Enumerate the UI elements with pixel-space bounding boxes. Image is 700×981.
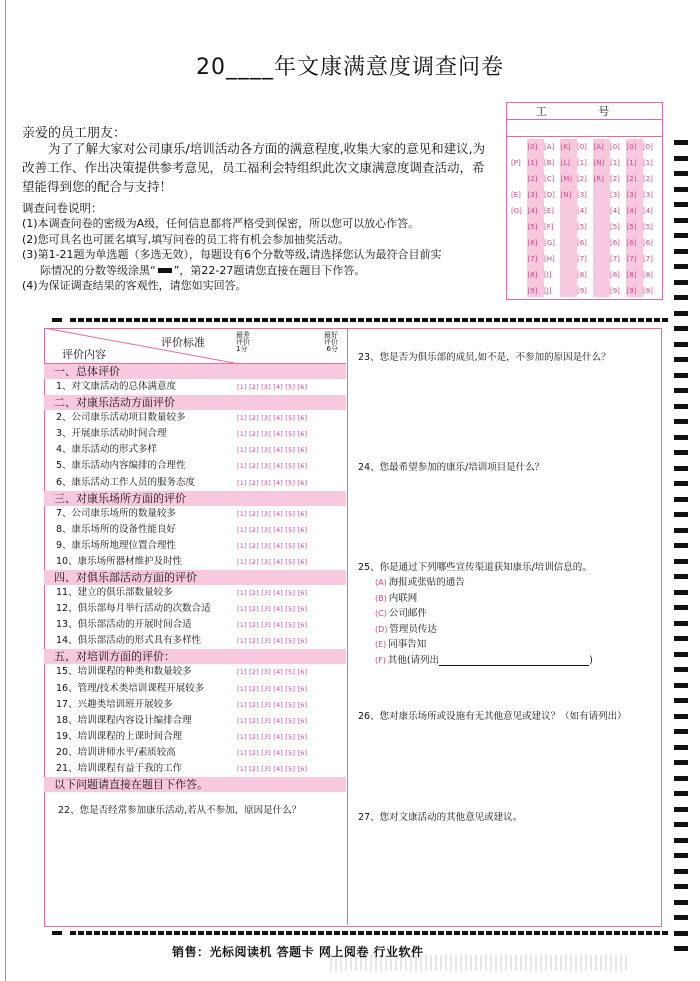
- rating-item-label: 16、管理/技术类培训课程开展较多: [56, 682, 205, 694]
- id-bubble[interactable]: [N]: [593, 159, 605, 167]
- header-standard: 评价标准: [161, 336, 205, 349]
- rating-item-label: 11、建立的俱乐部数量较多: [56, 587, 173, 598]
- timing-mark: [674, 450, 688, 455]
- id-bubble[interactable]: [0]: [527, 143, 538, 151]
- timing-mark: [674, 373, 688, 378]
- id-bubble[interactable]: [L]: [560, 159, 570, 167]
- timing-mark: [674, 528, 688, 533]
- id-bubble[interactable]: [6]: [577, 239, 587, 247]
- note-4: (4)为保证调查结果的客观性，请您如实回答。: [22, 279, 247, 292]
- rating-item: [44, 522, 346, 538]
- rating-bubbles[interactable]: [1] [2] [3] [4] [5] [6]: [237, 446, 308, 455]
- timing-mark: [674, 295, 688, 300]
- rating-bubbles[interactable]: [1] [2] [3] [4] [5] [6]: [237, 462, 308, 471]
- id-bubble[interactable]: [8]: [577, 271, 587, 279]
- id-bubble[interactable]: [4]: [626, 207, 637, 215]
- q25-other-blank[interactable]: [439, 655, 589, 666]
- id-bubble[interactable]: [6]: [610, 239, 620, 247]
- id-bubble[interactable]: [D]: [544, 191, 555, 199]
- q25-option[interactable]: [375, 636, 426, 650]
- section-header: 四、对俱乐部活动方面的评价: [44, 570, 346, 585]
- id-bubble[interactable]: [7]: [626, 255, 637, 263]
- id-bubble[interactable]: [7]: [527, 255, 538, 263]
- rating-item-label: 19、培训课程的上课时间合理: [56, 730, 183, 742]
- id-bubble[interactable]: [4]: [643, 207, 653, 215]
- timing-mark: [674, 714, 688, 719]
- rating-item-label: 2、公司康乐活动项目数量较多: [56, 412, 186, 424]
- timing-mark: [674, 419, 688, 424]
- page-title: 20____年文康满意度调查问卷: [196, 55, 504, 80]
- id-bubble[interactable]: [1]: [610, 159, 620, 167]
- intro-paragraph: 为了了解大家对公司康乐/培训活动各方面的满意程度,收集大家的意见和建议,为改善工作、作出决策提供参考意见，员工福利会特组织此次文康满意度调查活动，希望能得到您的配合与支持！: [22, 141, 486, 194]
- q25-option-text: 管理员传达: [389, 623, 437, 635]
- rating-item-label: 4、康乐活动的形式多样: [56, 444, 158, 456]
- id-bubble[interactable]: [8]: [643, 271, 653, 279]
- question-23: 23、您是否为俱乐部的成员,如不是，不参加的原因是什么？: [358, 352, 611, 363]
- timing-mark: [674, 280, 688, 285]
- id-bubble[interactable]: [C]: [544, 175, 555, 183]
- question-25: 25、你是通过下列哪些宣传渠道获知康乐/培训信息的。: [358, 562, 592, 573]
- id-bubble[interactable]: [R]: [593, 175, 604, 183]
- timing-mark: [674, 776, 688, 781]
- id-bubble[interactable]: [4]: [610, 207, 620, 215]
- id-bubble[interactable]: [3]: [610, 191, 620, 199]
- id-bubble[interactable]: [P]: [511, 159, 521, 167]
- rating-item: [44, 475, 346, 491]
- q25-option[interactable]: [375, 605, 427, 619]
- id-bubble[interactable]: [5]: [610, 223, 620, 231]
- id-bubble[interactable]: [M]: [560, 175, 573, 183]
- id-bubble[interactable]: [8]: [610, 271, 620, 279]
- q25-option-key: (C): [375, 609, 387, 618]
- rating-item: [44, 442, 346, 458]
- scale-high: 最好 评价 6分: [324, 331, 338, 353]
- rating-item: [44, 410, 346, 426]
- timing-mark: [674, 311, 688, 316]
- q25-option-text: 其他(请列出: [387, 654, 440, 666]
- timing-mark: [674, 326, 688, 331]
- greeting: 亲爱的员工朋友：: [22, 126, 127, 141]
- rating-item-label: 10、康乐场所器材维护及时性: [56, 555, 183, 567]
- section-header: 三、对康乐场所方面的评价: [44, 491, 346, 506]
- id-bubble[interactable]: [G]: [544, 239, 555, 247]
- timing-mark: [674, 636, 688, 641]
- id-bubble[interactable]: [B]: [544, 159, 555, 167]
- rating-item: [44, 697, 346, 713]
- rating-bubbles[interactable]: [1] [2] [3] [4] [5] [6]: [237, 621, 308, 630]
- rating-bubbles[interactable]: [1] [2] [3] [4] [5] [6]: [237, 637, 308, 646]
- free-answer-note: 以下问题请直接在题目下作答。: [44, 777, 346, 792]
- timing-mark: [674, 807, 688, 812]
- rating-item: [44, 426, 346, 442]
- id-bubble[interactable]: [3]: [577, 191, 587, 199]
- rating-item: [44, 713, 346, 729]
- rating-item: [44, 506, 346, 522]
- question-24: 24、您最希望参加的康乐/培训项目是什么？: [358, 462, 545, 473]
- id-bubble[interactable]: [1]: [527, 159, 538, 167]
- timing-mark: [674, 171, 688, 176]
- id-bubble[interactable]: [6]: [626, 239, 637, 247]
- id-bubble[interactable]: [7]: [610, 255, 620, 263]
- timing-mark: [674, 218, 688, 223]
- notes-title: 调查问卷说明：: [22, 201, 103, 215]
- q25-close-paren: ): [589, 654, 593, 666]
- q25-option-text: 海报或张贴的通告: [388, 577, 465, 588]
- id-bubble[interactable]: [9]: [626, 287, 637, 295]
- separator-line-bottom: [70, 931, 670, 935]
- q25-option-key: (B): [375, 593, 387, 603]
- rating-bubbles[interactable]: [1] [2] [3] [4] [5] [6]: [237, 509, 308, 518]
- rating-item: [44, 681, 346, 697]
- id-bubble[interactable]: [0]: [643, 143, 653, 151]
- note-2: (2)您可具名也可匿名填写,填写问卷的员工将有机会参加抽奖活动。: [22, 232, 350, 246]
- rating-item-label: 12、俱乐部每月举行活动的次数合适: [56, 603, 211, 615]
- rating-item: [44, 664, 346, 680]
- employee-id-write-row[interactable]: [507, 120, 662, 137]
- section-header: 五、对培训方面的评价：: [44, 649, 346, 664]
- rating-item: [44, 729, 346, 745]
- id-bubble[interactable]: [2]: [643, 175, 653, 183]
- timing-mark: [674, 264, 688, 269]
- id-bubble[interactable]: [9]: [643, 287, 653, 295]
- timing-mark: [674, 574, 688, 579]
- id-bubble[interactable]: [2]: [577, 175, 587, 183]
- id-bubble[interactable]: [2]: [527, 175, 538, 183]
- employee-id-label: 工 号: [507, 103, 662, 120]
- separator-dash: [52, 318, 62, 322]
- id-bubble[interactable]: [2]: [626, 175, 637, 183]
- timing-mark: [674, 915, 688, 920]
- rating-item-label: 14、俱乐部活动的形式具有多样性: [56, 635, 202, 647]
- left-margin-line: [5, 0, 6, 981]
- timing-mark: [674, 760, 688, 765]
- id-bubble[interactable]: [E]: [511, 191, 521, 199]
- id-bubble[interactable]: [F]: [544, 223, 554, 231]
- q25-option-text: 公司邮件: [388, 608, 427, 619]
- rating-bubbles[interactable]: [1] [2] [3] [4] [5] [6]: [237, 684, 308, 693]
- note-1: (1)本调查问卷的密级为A级，任何信息都将严格受到保密，所以您可以放心作答。: [22, 217, 420, 230]
- id-bubble[interactable]: [N]: [560, 191, 572, 199]
- id-bubble[interactable]: [E]: [544, 207, 554, 215]
- rating-bubbles[interactable]: [1] [2] [3] [4] [5] [6]: [237, 716, 308, 725]
- timing-mark: [674, 621, 688, 626]
- rating-item-label: 7、公司康乐场所的数量较多: [56, 507, 177, 519]
- rating-item: [44, 379, 346, 395]
- id-bubble[interactable]: [3]: [643, 191, 653, 199]
- timing-mark: [674, 838, 688, 843]
- id-bubble[interactable]: [1]: [577, 159, 587, 167]
- timing-mark: [674, 590, 688, 595]
- q25-option-key: (D): [375, 624, 388, 634]
- timing-mark: [674, 931, 688, 936]
- rating-item-label: 13、俱乐部活动的开展时间合适: [56, 619, 192, 631]
- id-bubble[interactable]: [5]: [577, 223, 587, 231]
- rating-bubbles[interactable]: [1] [2] [3] [4] [5] [6]: [237, 748, 308, 757]
- timing-mark: [674, 884, 688, 889]
- q25-option-text: 内联网: [388, 592, 418, 604]
- rating-item: [44, 617, 346, 633]
- rating-bubbles[interactable]: [1] [2] [3] [4] [5] [6]: [237, 668, 308, 677]
- id-bubble[interactable]: [8]: [527, 271, 538, 279]
- column-divider: [347, 328, 348, 925]
- q25-option-key: (E): [375, 640, 387, 649]
- rating-item-label: 1、对文康活动的总体满意度: [56, 381, 177, 392]
- timing-mark: [674, 683, 688, 688]
- rating-item-label: 8、康乐场所的设备性能良好: [56, 523, 177, 535]
- timing-mark: [674, 729, 688, 734]
- timing-mark: [674, 605, 688, 610]
- q25-option-text: 同事告知: [388, 639, 427, 650]
- rating-bubbles[interactable]: [1] [2] [3] [4] [5] [6]: [237, 765, 308, 773]
- timing-mark: [674, 187, 688, 192]
- id-bubble[interactable]: [6]: [527, 239, 538, 247]
- rating-item: [44, 458, 346, 474]
- id-bubble[interactable]: [G]: [511, 207, 522, 215]
- rating-item: [44, 633, 346, 649]
- timing-mark: [674, 822, 688, 827]
- timing-mark: [674, 791, 688, 796]
- separator-dash: [52, 931, 62, 935]
- q25-option-key: (A): [375, 578, 387, 587]
- id-bubble[interactable]: [9]: [610, 287, 620, 295]
- scale-low: 最差 评价 1分: [236, 331, 250, 353]
- question-22: 22、您是否经常参加康乐活动,若从不参加，原因是什么？: [58, 805, 302, 816]
- timing-mark: [674, 559, 688, 564]
- rating-bubbles[interactable]: [1] [2] [3] [4] [5] [6]: [237, 430, 308, 439]
- id-bubble[interactable]: [8]: [626, 271, 637, 279]
- q25-option[interactable]: [375, 652, 593, 666]
- timing-mark: [674, 342, 688, 347]
- id-bubble[interactable]: [4]: [577, 207, 587, 215]
- rating-bubbles[interactable]: [1] [2] [3] [4] [5] [6]: [237, 383, 308, 391]
- id-bubble[interactable]: [5]: [527, 223, 538, 231]
- id-bubble[interactable]: [5]: [643, 223, 653, 231]
- id-bubble[interactable]: [K]: [560, 143, 571, 151]
- timing-mark: [674, 745, 688, 750]
- id-bubble[interactable]: [2]: [610, 175, 620, 183]
- rating-item-label: 3、开展康乐活动时间合理: [56, 428, 167, 440]
- rating-item: [44, 554, 346, 570]
- timing-mark: [674, 466, 688, 471]
- q25-option[interactable]: [375, 590, 417, 604]
- timing-mark: [674, 233, 688, 238]
- timing-mark: [674, 202, 688, 207]
- rating-item: [44, 601, 346, 617]
- id-bubble[interactable]: [3]: [626, 191, 637, 199]
- id-bubble[interactable]: [J]: [544, 287, 552, 295]
- id-bubble[interactable]: [7]: [577, 255, 587, 263]
- rating-item-label: 20、培训讲师水平/素质较高: [56, 746, 176, 758]
- timing-mark: [674, 481, 688, 486]
- q25-option[interactable]: [375, 574, 465, 588]
- id-bubble[interactable]: [7]: [643, 255, 653, 263]
- timing-mark: [674, 435, 688, 440]
- rating-item-label: 17、兴趣类培训班开展较多: [56, 698, 173, 710]
- timing-mark: [674, 497, 688, 502]
- id-bubble[interactable]: [5]: [626, 223, 637, 231]
- id-bubble[interactable]: [1]: [626, 159, 637, 167]
- timing-mark: [674, 698, 688, 703]
- question-26: 26、您对康乐场所或设施有无其他意见或建议？（如有请列出）: [358, 711, 627, 722]
- rating-bubbles[interactable]: [1] [2] [3] [4] [5] [6]: [237, 525, 308, 534]
- id-bubble[interactable]: [H]: [544, 255, 555, 263]
- footer-sales: 销售：光标阅读机 答题卡 网上阅卷 行业软件: [172, 945, 424, 959]
- rating-bubbles[interactable]: [1] [2] [3] [4] [5] [6]: [237, 732, 308, 741]
- q25-option-key: (F): [375, 655, 386, 665]
- note-3: (3)第1-21题为单选题（多选无效），每题设有6个分数等级,请选择您认为最符合目前实: [22, 248, 442, 261]
- rating-bubbles[interactable]: [1] [2] [3] [4] [5] [6]: [237, 700, 308, 709]
- timing-mark: [674, 652, 688, 657]
- header-content: 评价内容: [62, 348, 106, 361]
- timing-mark: [674, 853, 688, 858]
- rating-item-label: 9、康乐场所地理位置合理性: [56, 539, 177, 551]
- rating-item: [44, 745, 346, 761]
- question-27: 27、您对文康活动的其他意见或建议。: [358, 812, 523, 823]
- rating-item: [44, 761, 346, 777]
- timing-mark: [674, 543, 688, 548]
- rating-item-label: 21、培训课程有益于我的工作: [56, 763, 183, 774]
- timing-mark: [674, 667, 688, 672]
- rating-bubbles[interactable]: [1] [2] [3] [4] [5] [6]: [237, 414, 308, 423]
- q25-option[interactable]: [375, 621, 437, 635]
- timing-mark: [674, 946, 688, 951]
- id-bubble[interactable]: [1]: [643, 159, 653, 167]
- id-bubble[interactable]: [0]: [626, 143, 637, 151]
- timing-mark: [674, 404, 688, 409]
- id-bubble[interactable]: [0]: [610, 143, 620, 151]
- timing-mark: [674, 388, 688, 393]
- id-bubble[interactable]: [4]: [527, 207, 538, 215]
- timing-mark: [674, 512, 688, 517]
- id-bubble[interactable]: [9]: [577, 287, 587, 295]
- id-bubble[interactable]: [A]: [593, 143, 604, 151]
- id-bubble[interactable]: [I]: [544, 271, 552, 279]
- id-bubble[interactable]: [9]: [527, 287, 538, 295]
- timing-mark: [674, 869, 688, 874]
- rating-bubbles[interactable]: [1] [2] [3] [4] [5] [6]: [237, 589, 308, 597]
- timing-mark: [674, 900, 688, 905]
- timing-mark: [674, 140, 688, 145]
- table-header: [44, 328, 346, 364]
- timing-mark: [674, 156, 688, 161]
- id-bubble[interactable]: [0]: [577, 143, 587, 151]
- timing-mark: [674, 357, 688, 362]
- filled-mark-icon: [158, 268, 172, 273]
- rating-item-label: 5、康乐活动内容编排的合理性: [56, 460, 186, 472]
- rating-item-label: 18、培训课程内容设计编排合理: [56, 714, 192, 726]
- notes-list: [22, 216, 562, 294]
- rating-item: [44, 585, 346, 601]
- rating-bubbles[interactable]: [1] [2] [3] [4] [5] [6]: [237, 605, 308, 614]
- timing-mark: [674, 249, 688, 254]
- section-header: 二、对康乐活动方面评价: [44, 395, 346, 410]
- id-bubble[interactable]: [3]: [527, 191, 538, 199]
- rating-item-label: 6、康乐活动工作人员的服务态度: [56, 476, 196, 488]
- id-bubble[interactable]: [A]: [544, 143, 555, 151]
- note-3-cont: 际情况的分数等级涂黑“ ”，第22-27题请您直接在题目下作答。: [40, 263, 366, 277]
- rating-bubbles[interactable]: [1] [2] [3] [4] [5] [6]: [237, 541, 308, 550]
- rating-bubbles[interactable]: [1] [2] [3] [4] [5] [6]: [237, 557, 308, 566]
- id-bubble[interactable]: [6]: [643, 239, 653, 247]
- section-header: 一、总体评价: [44, 364, 346, 379]
- rating-bubbles[interactable]: [1] [2] [3] [4] [5] [6]: [237, 478, 308, 487]
- employee-id-box: [506, 102, 663, 300]
- rating-item: [44, 538, 346, 554]
- separator-line-top: [70, 318, 670, 322]
- rating-item-label: 15、培训课程的种类和数量较多: [56, 666, 192, 678]
